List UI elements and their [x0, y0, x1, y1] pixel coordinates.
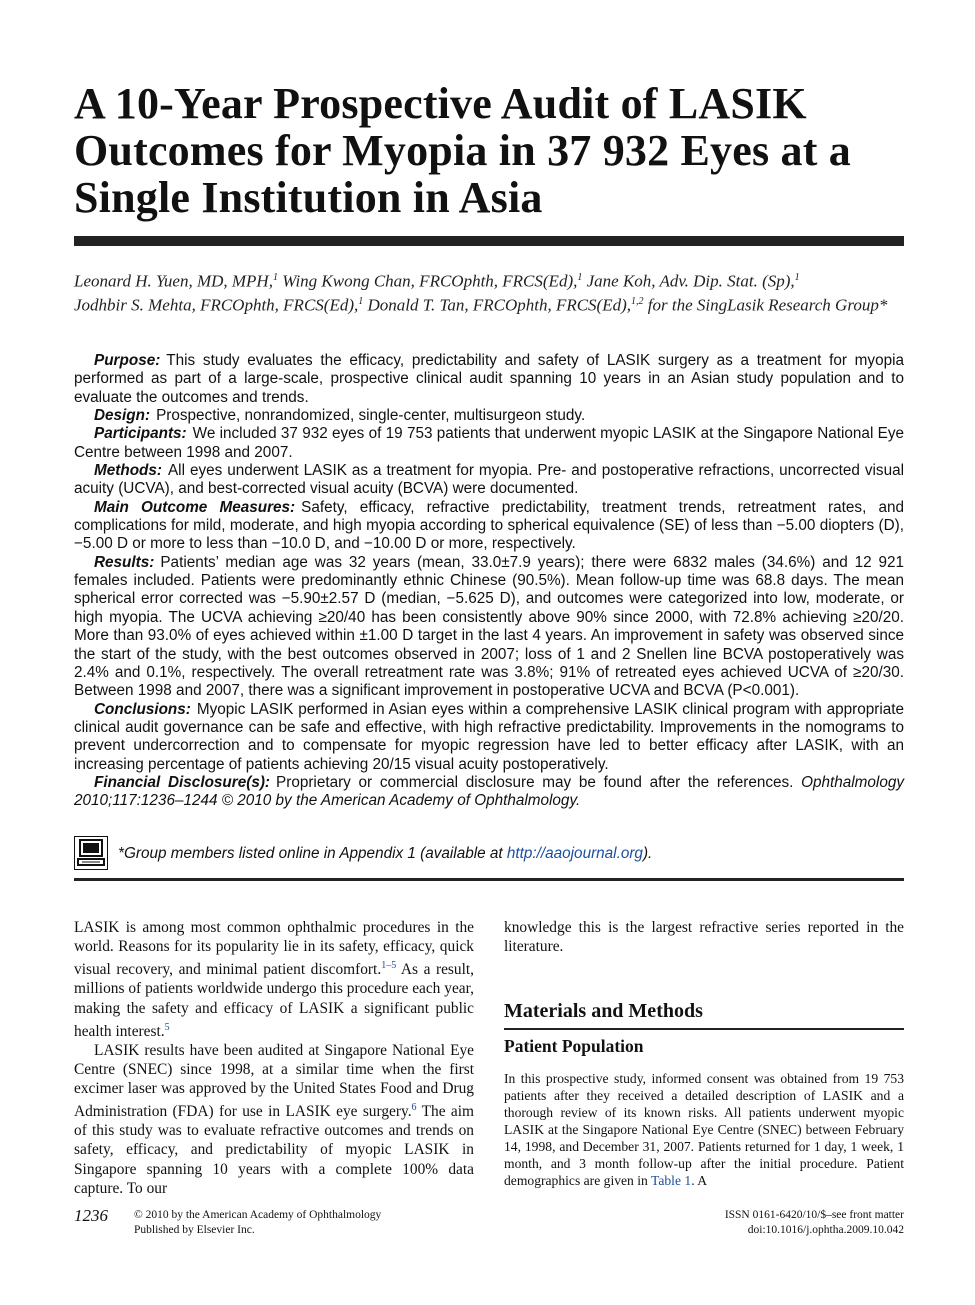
body-rule	[74, 878, 904, 881]
author-affiliation: 1	[577, 272, 583, 283]
left-column	[74, 918, 474, 1198]
abstract-label: Design:	[94, 407, 151, 425]
footer-line: © 2010 by the American Academy of Ophthalmology	[134, 1209, 382, 1221]
author-list	[74, 268, 904, 315]
abstract-main-outcome	[74, 499, 904, 554]
body-text: As a result, millions of patients worldwide undergo this procedure each year, making the safety and efficacy of LASIK a significant public health interest.	[74, 961, 475, 1040]
author-name: Jane Koh, Adv. Dip. Stat. (Sp),	[586, 271, 795, 291]
author-affiliation: 1	[272, 272, 278, 283]
body-text: LASIK is among most common ophthalmic procedures in the world. Reasons for its popularity lie in its safety, efficacy, quick visual recovery, and minimal patient discomfort.	[74, 919, 474, 979]
journal-link[interactable]: http://aaojournal.org	[506, 845, 643, 862]
author-name: Jodhbir S. Mehta, FRCOphth, FRCS(Ed),	[74, 295, 359, 315]
body-text: . A	[691, 1173, 708, 1188]
body-text: LASIK results have been audited at Singapore National Eye Centre (SNEC) since 1998, at a similar time when the first excimer laser was approved by the United States Food and Drug Administration (FDA) for use in LASIK eye surgery.	[74, 1041, 474, 1121]
abstract-text: Proprietary or commercial disclosure may be found after the references.	[276, 773, 794, 791]
abstract-design	[74, 407, 904, 425]
abstract-purpose	[74, 352, 904, 407]
body-paragraph	[74, 1041, 474, 1198]
abstract-label: Purpose:	[94, 352, 161, 369]
footer-line: Published by Elsevier Inc.	[134, 1224, 255, 1236]
body-text: In this prospective study, informed consent was obtained from 19 753 patients after they received a detailed description of LASIK and a thorough review of its known risks. All patients underwent myopic LASIK at the Singapore National Eye Centre (SNEC) between February 14, 1998, and December 31, 2007. Patients returned for 1 day, 1 week, 1 month, and 3 month follow-up after the initial procedure. Patient demographics are given in	[504, 1071, 904, 1188]
body-paragraph: knowledge this is the largest refractive series reported in the literature.	[504, 919, 904, 956]
abstract-text: This study evaluates the efficacy, predictability and safety of LASIK surgery as a treatment for myopia performed as part of a large-scale, prospective clinical audit spanning 10 years in an Asian study population and to evaluate the outcomes and trends.	[74, 352, 904, 406]
page-number: 1236	[74, 1206, 108, 1225]
abstract-text: Safety, efficacy, refractive predictability, treatment trends, retreatment rates, and complications for mild, moderate, and high myopia according to spherical equivalence (SE) of less than −5.00 diopters (D), −5.00 D or more to less than −10.0 D, and −10.00 D or more, respectively.	[74, 498, 904, 553]
research-group: for the SingLasik Research Group*	[647, 295, 888, 315]
abstract-methods	[74, 462, 904, 499]
right-column	[504, 918, 904, 956]
abstract-text: Prospective, nonrandomized, single-center, multisurgeon study.	[156, 407, 586, 425]
abstract-label: Participants:	[94, 425, 187, 443]
author-affiliation: 1	[358, 295, 364, 307]
subsection-heading: Patient Population	[504, 1036, 644, 1056]
section-heading: Materials and Methods	[504, 1000, 703, 1022]
title-rule	[74, 236, 904, 246]
footer-copyright	[134, 1208, 381, 1238]
footer-line: doi:10.1016/j.ophtha.2009.10.042	[747, 1224, 904, 1236]
footer-issn	[725, 1208, 904, 1238]
abstract-financial	[74, 774, 904, 811]
author-name: Leonard H. Yuen, MD, MPH,	[74, 271, 273, 291]
abstract-label: Results:	[94, 553, 155, 571]
footer-line: ISSN 0161-6420/10/$–see front matter	[724, 1209, 904, 1221]
body-text: The aim of this study was to evaluate refractive outcomes and trends on safety, efficacy, and predictability of myopic LASIK in Singapore spanning 10 years with a complete 100% data capture. To our	[74, 1103, 474, 1197]
abstract-text: Patients’ median age was 32 years (mean, 33.0±7.9 years); there were 6832 males (34.6%) and 12 921 females included. Patients were predominantly ethnic Chinese (90.5%). Mean follow-up time was 68.8 days. The mean spherical error corrected was −5.90±2.57 D (median, −5.625 D), and outcomes were categorized into low, moderate, or high myopia. The UCVA achieving ≥20/40 has been consistently above 90% since 2000, with 72.8% achieving ≥20/20. More than 93.0% of eyes achieved within ±1.00 D target in the last 4 years. An improvement in safety was observed since the start of the study, with the best outcomes observed in 2007; loss of 1 and 2 Snellen line BCVA postoperatively was 2.4% and 0.1%, respectively. The overall retreatment rate was 3.8%; 91% of retreated eyes achieved UCVA of ≥20/30. Between 1998 and 2007, there was a significant improvement in postoperative UCVA and BCVA (P<0.001).	[74, 553, 904, 700]
abstract-label: Methods:	[94, 462, 162, 480]
author-name: Wing Kwong Chan, FRCOphth, FRCS(Ed),	[282, 271, 578, 291]
patient-population-text	[504, 1070, 904, 1189]
journal-citation: Ophthalmology 2010;117:1236–1244 © 2010 by the American Academy of Ophthalmology.	[74, 773, 904, 810]
author-affiliation: 1	[794, 272, 800, 283]
abstract-conclusions	[74, 701, 904, 774]
article-title: A 10-Year Prospective Audit of LASIK Outcomes for Myopia in 37 932 Eyes at a Single Institution in Asia	[74, 79, 851, 222]
abstract-label: Financial Disclosure(s):	[94, 773, 271, 791]
abstract	[74, 352, 904, 811]
author-name: Donald T. Tan, FRCOphth, FRCS(Ed),	[367, 295, 632, 315]
online-supplement-note	[74, 836, 904, 872]
abstract-label: Conclusions:	[94, 700, 191, 718]
online-note-text	[118, 845, 652, 863]
abstract-participants	[74, 425, 904, 462]
abstract-label: Main Outcome Measures:	[94, 498, 296, 516]
table-link[interactable]: Table 1	[650, 1173, 692, 1188]
online-note-prefix: *Group members listed online in Appendix 1 (available at	[118, 845, 507, 862]
reference-link[interactable]: 6	[411, 1102, 417, 1114]
abstract-text: All eyes underwent LASIK as a treatment for myopia. Pre- and postoperative refractions, uncorrected visual acuity (UCVA), and best-corrected visual acuity (BCVA) were documented.	[74, 462, 904, 498]
computer-icon	[74, 836, 108, 870]
abstract-text: We included 37 932 eyes of 19 753 patients that underwent myopic LASIK at the Singapore National Eye Centre between 1998 and 2007.	[74, 425, 904, 461]
online-note-suffix: ).	[642, 845, 653, 862]
section-rule	[504, 1028, 904, 1030]
author-affiliation: 1,2	[631, 295, 644, 307]
body-paragraph	[74, 918, 474, 1041]
reference-link[interactable]: 1–5	[381, 960, 397, 972]
abstract-text: Myopic LASIK performed in Asian eyes within a comprehensive LASIK clinical program with appropriate clinical audit governance can be safe and effective, with high refractive predictability. Improvements in the nomograms to prevent undercorrection and to compensate for myopic regression have led to better efficacy after LASIK, with an increasing percentage of patients achieving 20/15 visual acuity postoperatively.	[74, 700, 904, 773]
reference-link[interactable]: 5	[164, 1021, 170, 1033]
abstract-results	[74, 554, 904, 701]
